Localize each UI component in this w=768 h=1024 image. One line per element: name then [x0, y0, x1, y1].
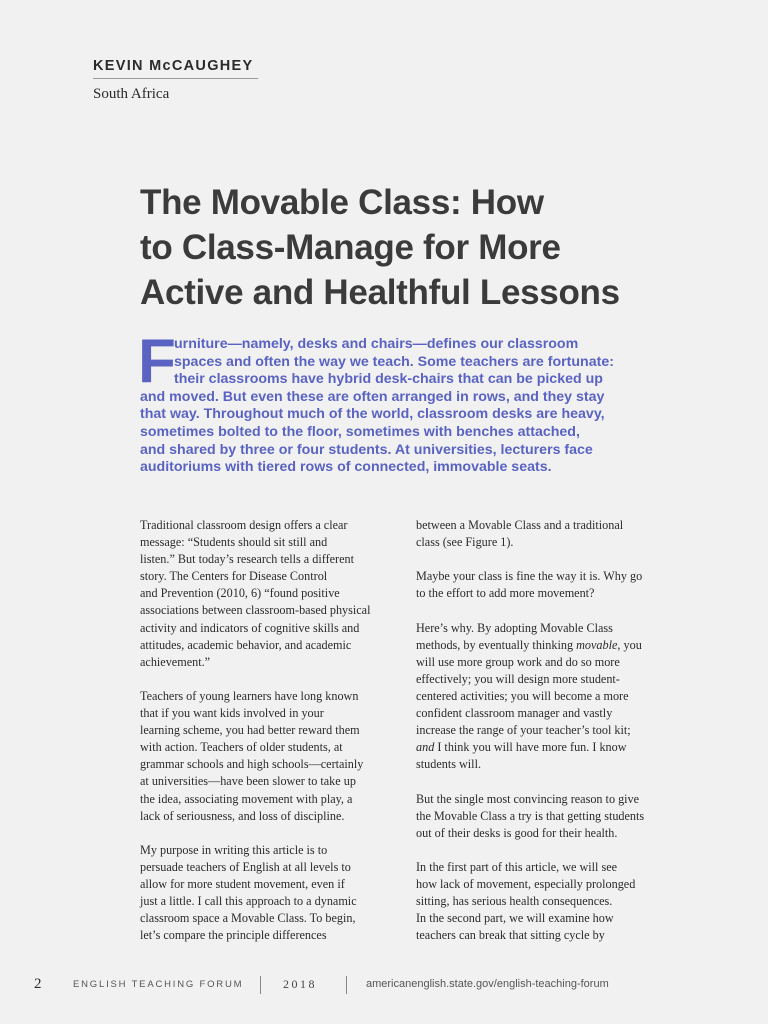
paragraph-gap	[140, 825, 402, 842]
body-line: learning scheme, you had better reward them	[140, 723, 360, 738]
article-title	[140, 180, 700, 315]
page-number: 2	[34, 976, 42, 992]
body-column-right	[416, 517, 678, 944]
body-line: out of their desks is good for their health.	[416, 825, 618, 840]
body-line: story. The Centers for Disease Control	[140, 569, 328, 584]
body-line: increase the range of your teacher’s tool kit;	[416, 723, 631, 738]
body-line: Teachers of young learners have long known	[140, 688, 359, 703]
journal-name: ENGLISH TEACHING FORUM	[73, 979, 244, 990]
body-line: that if you want kids involved in your	[140, 706, 324, 721]
lead-line: spaces and often the way we teach. Some teachers are fortunate:	[174, 353, 614, 370]
lead-line: and shared by three or four students. At universities, lecturers face	[140, 441, 593, 458]
body-line: confident classroom manager and vastly	[416, 706, 613, 721]
body-line: But the single most convincing reason to give	[416, 791, 640, 806]
emphasis: and	[416, 740, 435, 755]
body-line: achievement.”	[140, 654, 211, 669]
body-line: listen.” But today’s research tells a different	[140, 552, 355, 567]
body-line: effectively; you will design more student-	[416, 671, 620, 686]
body-line: between a Movable Class and a traditional	[416, 518, 624, 532]
body-line: class (see Figure 1).	[416, 535, 514, 550]
body-line: My purpose in writing this article is to	[140, 842, 328, 857]
body-line: the idea, associating movement with play, a	[140, 791, 353, 806]
body-line: allow for more student movement, even if	[140, 876, 345, 891]
body-line: with action. Teachers of older students, at	[140, 740, 343, 755]
lead-line: sometimes bolted to the floor, sometimes with benches attached,	[140, 423, 580, 440]
body-column-left	[140, 517, 402, 944]
body-line: lack of seriousness, and loss of discipline.	[140, 808, 345, 823]
author-country: South Africa	[93, 86, 170, 102]
title-line: to Class-Manage for More	[140, 228, 561, 267]
page-footer	[0, 976, 768, 996]
body-line: students will.	[416, 757, 482, 772]
lead-line: auditoriums with tiered rows of connected, immovable seats.	[140, 459, 552, 476]
body-line: Here’s why. By adopting Movable Class	[416, 620, 613, 635]
body-line: the Movable Class a try is that getting students	[416, 808, 645, 823]
body-line: grammar schools and high schools—certainly	[140, 757, 364, 772]
body-line: at universities—have been slower to take up	[140, 774, 356, 789]
body-line: centered activities; you will become a more	[416, 688, 629, 703]
journal-url: americanenglish.state.gov/english-teaching-forum	[366, 978, 609, 990]
body-line: sitting, has serious health consequences.	[416, 894, 613, 909]
body-line: message: “Students should sit still and	[140, 535, 328, 550]
paragraph-gap	[416, 842, 678, 859]
body-line: Traditional classroom design offers a clear	[140, 518, 348, 532]
body-line: methods, by eventually thinking movable, you	[416, 637, 642, 652]
body-line: just a little. I call this approach to a dynamic	[140, 894, 357, 909]
body-line: and Prevention (2010, 6) “found positive	[140, 586, 340, 601]
body-line: attitudes, academic behavior, and academic	[140, 637, 352, 652]
author-name: KEVIN McCAUGHEY	[93, 58, 258, 79]
body-line: persuade teachers of English at all levels to	[140, 859, 351, 874]
body-line: and I think you will have more fun. I know	[416, 740, 627, 755]
footer-divider	[260, 976, 261, 994]
body-line: classroom space a Movable Class. To begin,	[140, 911, 356, 926]
paragraph-gap	[140, 671, 402, 688]
paragraph-gap	[416, 602, 678, 619]
publication-year: 2018	[283, 977, 317, 991]
lead-line: and moved. But even these are often arranged in rows, and they stay	[140, 388, 605, 405]
lead-line: that way. Throughout much of the world, classroom desks are heavy,	[140, 406, 605, 423]
body-line: teachers can break that sitting cycle by	[416, 928, 605, 943]
drop-cap: F	[138, 327, 176, 396]
body-line: let’s compare the principle differences	[140, 928, 327, 943]
body-line: activity and indicators of cognitive skills and	[140, 620, 360, 635]
lead-line: urniture—namely, desks and chairs—defines our classroom	[174, 336, 579, 352]
emphasis: movable	[576, 637, 618, 652]
body-line: will use more group work and do so more	[416, 654, 620, 669]
body-line: to the effort to add more movement?	[416, 586, 595, 601]
paragraph-gap	[416, 773, 678, 790]
body-line: associations between classroom-based physical	[140, 603, 371, 618]
title-line: Active and Healthful Lessons	[140, 273, 620, 312]
body-line: how lack of movement, especially prolonged	[416, 876, 636, 891]
lead-line: their classrooms have hybrid desk-chairs that can be picked up	[174, 371, 603, 388]
body-line: In the first part of this article, we will see	[416, 859, 618, 874]
title-line: The Movable Class: How	[140, 183, 544, 222]
lead-paragraph	[140, 336, 660, 477]
paragraph-gap	[416, 551, 678, 568]
body-line: In the second part, we will examine how	[416, 911, 614, 926]
body-line: Maybe your class is fine the way it is. Why go	[416, 569, 643, 584]
footer-divider	[346, 976, 347, 994]
